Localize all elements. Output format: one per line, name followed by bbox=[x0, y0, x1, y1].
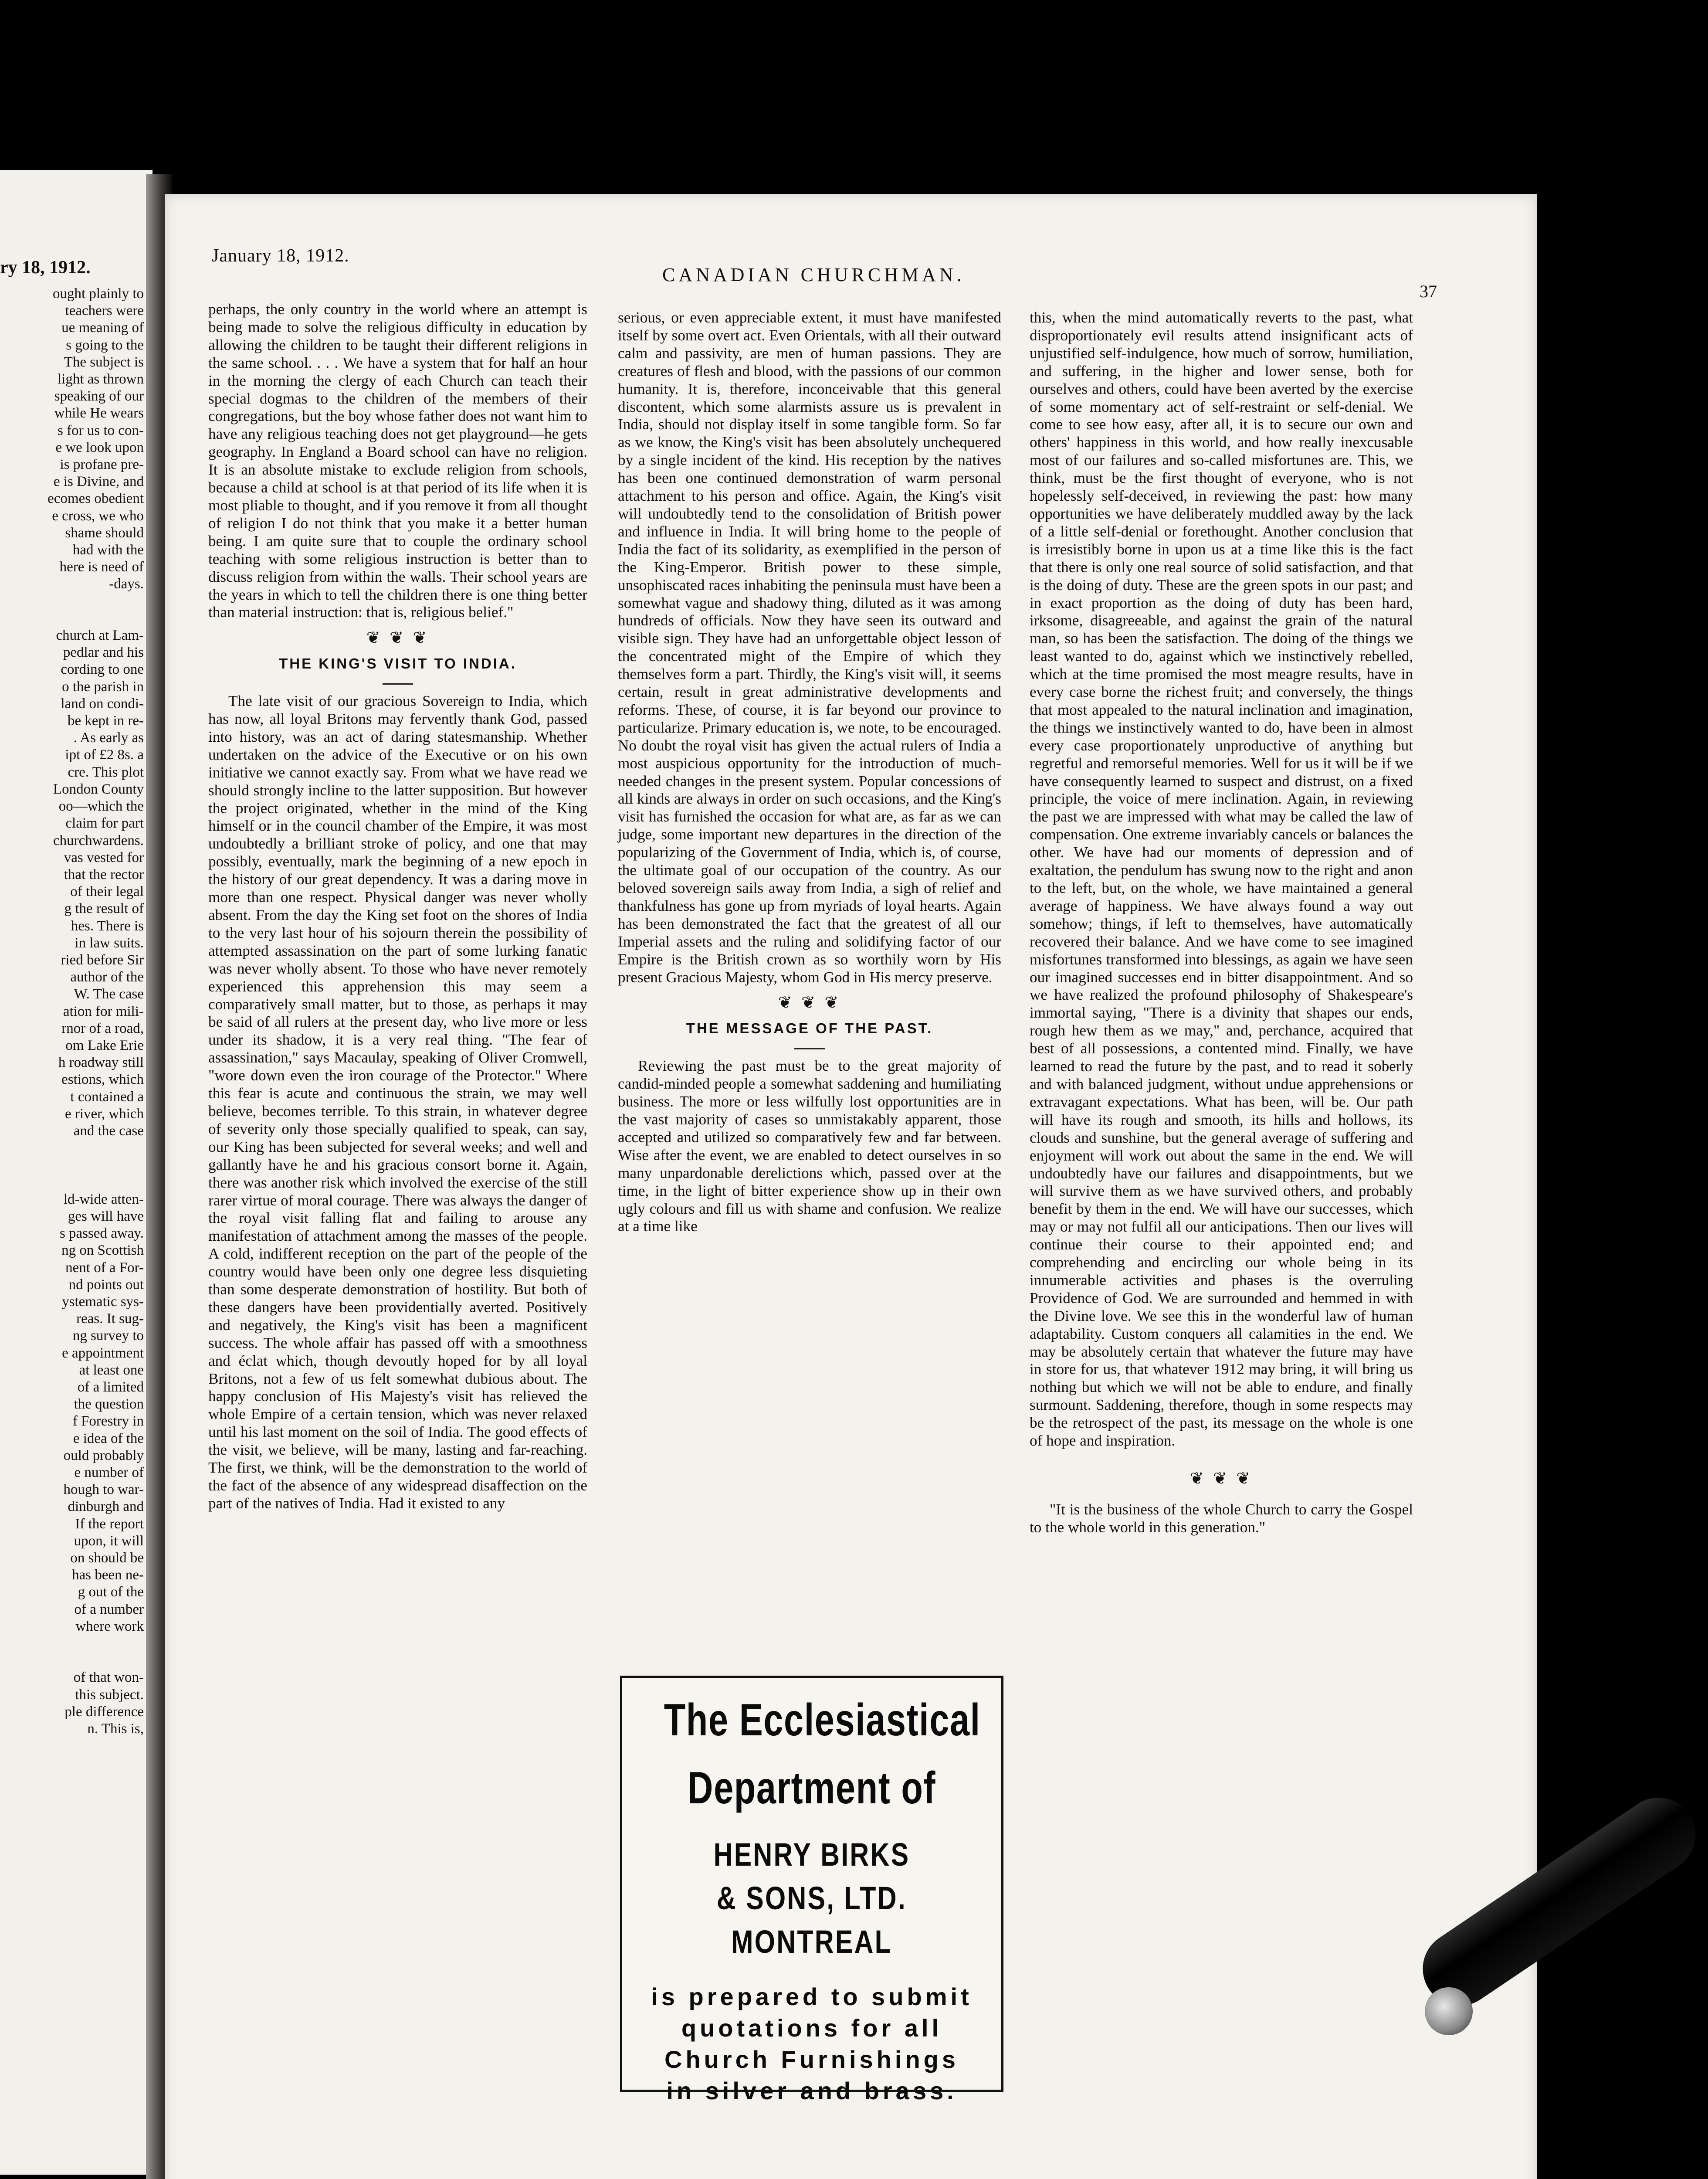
previous-page-line: . As early as bbox=[73, 730, 144, 746]
previous-page-line: e idea of the bbox=[73, 1430, 144, 1446]
previous-page-line: be kept in re- bbox=[67, 713, 144, 729]
previous-page-line: reas. It sug- bbox=[76, 1311, 144, 1327]
previous-page-line bbox=[0, 1174, 144, 1191]
previous-page-line: ystematic sys- bbox=[62, 1293, 144, 1310]
publication-title: CANADIAN CHURCHMAN. bbox=[662, 264, 965, 285]
section-ornament: ❦ ❦ ❦ bbox=[778, 994, 841, 1012]
previous-page-line: ecomes obedient bbox=[47, 491, 144, 507]
previous-page-line: of a limited bbox=[77, 1379, 144, 1395]
section-ornament: ❦ ❦ ❦ bbox=[1190, 1470, 1253, 1488]
previous-page-fragment bbox=[0, 170, 152, 2175]
column-1 bbox=[208, 301, 587, 1513]
previous-page-line: The subject is bbox=[64, 354, 144, 370]
page-number: 37 bbox=[1420, 282, 1437, 301]
previous-page-line: nd points out bbox=[68, 1276, 144, 1293]
previous-page-line: ld-wide atten- bbox=[63, 1191, 144, 1207]
previous-page-line: while He wears bbox=[54, 405, 144, 421]
previous-page-line: ng survey to bbox=[72, 1328, 144, 1344]
previous-page-line: e is Divine, and bbox=[53, 474, 144, 490]
closing-quote: "It is the business of the whole Church to carry the Gospel to the whole world in this generation." bbox=[1030, 1500, 1413, 1536]
previous-page-line: at least one bbox=[79, 1362, 144, 1378]
previous-page-line: ought plainly to bbox=[53, 286, 144, 302]
previous-page-line bbox=[0, 1140, 144, 1157]
article-title-kings-visit: THE KING'S VISIT TO INDIA. bbox=[279, 655, 517, 672]
previous-page-line: land on condi- bbox=[61, 696, 144, 712]
previous-page-line: oo—which the bbox=[58, 798, 144, 815]
previous-page-line: ation for mili- bbox=[63, 1003, 144, 1019]
newspaper-page bbox=[165, 194, 1537, 2179]
previous-page-line: cording to one bbox=[61, 662, 144, 678]
previous-page-line: e cross, we who bbox=[52, 508, 144, 524]
ad-title-line-1: The Ecclesiastical bbox=[664, 1695, 981, 1745]
previous-page-line: W. The case bbox=[74, 986, 144, 1002]
previous-page-line: ges will have bbox=[68, 1208, 144, 1224]
previous-page-line: rnor of a road, bbox=[61, 1020, 144, 1036]
previous-page-line: this subject. bbox=[75, 1687, 144, 1703]
article-body-kings-visit: The late visit of our gracious Sovereign to India, which has now, all loyal Britons may fervently thank God, passed into history, was an act of daring statesmanship. Whether undertaken on the advice of the Executive or on his own initiative we cannot exactly say. From what we have read we should strongly incline to the latter supposition. But however the project originated, whether in the mind of the King himself or in the council chamber of the Empire, it was most undoubtedly a brilliant stroke of policy, and one that may possibly, eventually, mark the beginning of a new epoch in the history of our great dependency. It was a daring move in more than one respect. Physical danger was never wholly absent. From the day the King set foot on the shores of India to the very last hour of his sojourn therein the possibility of attempted assassination on the part of some lurking fanatic was never wholly absent. To those who have never remotely experienced this apprehension this may seem a comparatively small matter, but to those, as perhaps it may be said of all rulers at the present day, who live more or less under its shadow, it is a very real thing. "The fear of assassination," says Macaulay, speaking of Oliver Cromwell, "wore down even the iron courage of the Protector." Where this fear is acute and continuous the strain, we may well believe, becomes terrible. To this strain, in whatever degree of severity only those specially qualified to speak, can say, our King has been subjected for several weeks; and well and gallantly have he and his gracious consort borne it. Again, there was another risk which involved the exercise of the still rarer virtue of moral courage. There was always the danger of the royal visit falling flat and failing to arouse any manifestation of attachment among the masses of the people. A cold, indifferent reception on the part of the people of the country would have been only one degree less disquieting than some desperate demonstration of hostility. But both of these dangers have been providentially averted. Positively and negatively, the King's visit has been a magnificent success. The whole affair has passed off with a smoothness and éclat which, though devoutly hoped for by all loyal Britons, not a few of us felt somewhat dubious about. The happy conclusion of His Majesty's visit has relieved the whole Empire of a certain tension, which was never relaxed until his last moment on the soil of India. The good effects of the visit, we believe, will be many, lasting and far-reaching. The first, we think, will be the demonstration to the world of the fact of the absence of any widespread disaffection on the part of the natives of India. Had it existed to any bbox=[208, 692, 587, 1512]
issue-date: January 18, 1912. bbox=[212, 246, 349, 266]
ad-body-line-4: in silver and brass. bbox=[666, 2077, 957, 2104]
previous-page-line: o the parish in bbox=[62, 679, 144, 695]
previous-page-line: f Forestry in bbox=[72, 1413, 144, 1429]
previous-page-line: had with the bbox=[72, 542, 144, 558]
previous-page-line: where work bbox=[75, 1618, 144, 1634]
previous-page-line: of a number bbox=[74, 1601, 144, 1617]
previous-page-line: author of the bbox=[70, 969, 144, 985]
previous-page-line: shame should bbox=[65, 525, 144, 541]
previous-page-line bbox=[0, 1635, 144, 1652]
previous-page-line: If the report bbox=[75, 1516, 144, 1532]
previous-page-line: e appointment bbox=[62, 1345, 144, 1361]
previous-page-line: of their legal bbox=[70, 884, 144, 900]
previous-page-line: t contained a bbox=[70, 1089, 144, 1105]
previous-page-line: is profane pre- bbox=[60, 457, 144, 473]
previous-page-line: and the case bbox=[73, 1123, 144, 1139]
ad-company-line-3: MONTREAL bbox=[731, 1924, 893, 1960]
previous-page-line: n. This is, bbox=[87, 1721, 144, 1737]
previous-page-line: hough to war- bbox=[63, 1482, 144, 1498]
previous-page-line: that the rector bbox=[64, 866, 144, 882]
previous-page-line: s passed away. bbox=[59, 1225, 144, 1242]
column-3 bbox=[1030, 309, 1413, 1537]
article-body-kings-visit-cont: serious, or even appreciable extent, it must have manifested itself by some overt act. Even Orientals, with all their outward calm and passivity, are men of human passions. They are creatures of flesh and blood, with the passions of our common humanity. It is, therefore, inconceivable that this general discontent, which some alarmists assure us is prevalent in India, should not display itself in some tangible form. So far as we know, the King's visit has been absolutely unchequered by a single incident of the kind. His reception by the natives has been one continued demonstration of warm personal attachment to his person and office. Again, the King's visit will undoubtedly tend to the consolidation of British power and influence in India. It will bring home to the people of India the fact of its solidarity, as exemplified in the person of the King-Emperor. British power to these simple, unsophiscated races inhabiting the peninsula must have been a somewhat vague and shadowy thing, diluted as it was among hundreds of officials. Now they have seen its outward and visible sign. They have had an unforgettable object lesson of the concentrated might of the Empire of which they themselves form a part. Thirdly, the King's visit will, it seems certain, result in great administrative developments and reforms. These, of course, it is far beyond our province to particularize. Primary education is, we note, to be encouraged. No doubt the royal visit has given the actual rulers of India a most auspicious opportunity for the introduction of much-needed changes in the present system. Popular concessions of all kinds are always in order on such occasions, and the King's visit has furnished the occasion for what are, as far as we can judge, some important new departures in the direction of the popularizing of the Government of India, which is, of course, the ultimate goal of our occupation of the country. As our beloved sovereign sails away from India, a sigh of relief and thankfulness has gone up from myriads of loyal hearts. Again has been demonstrated the fact that the greatest of all our Imperial assets and the ruling and solidifying factor of our Empire is the British crown as so worthily worn by His present Gracious Majesty, whom God in His mercy preserve. bbox=[618, 309, 1001, 986]
previous-page-line: g out of the bbox=[78, 1584, 144, 1600]
previous-page-line: has been ne- bbox=[72, 1567, 144, 1583]
previous-page-line: g the result of bbox=[64, 901, 144, 917]
ad-body-line-2: quotations for all bbox=[681, 2014, 942, 2042]
article-body-message-of-past-cont: this, when the mind automatically reverts to the past, what disproportionately evil results attend insignificant acts of unjustified self-indulgence, how much of sorrow, humiliation, and suffering, in the higher and lower sense, both for ourselves and others, could have been averted by the exercise of some momentary act of self-restraint or self-denial. We come to see how easy, after all, it is to secure our own and others' happiness in this world, and how really inexcusable most of our failures and so-called misfortunes are. This, we think, must be the first thought of everyone, who is not hopelessly self-deceived, in reviewing the past: how many opportunities we have deliberately muddled away by the lack of a little self-denial or forethought. Another conclusion that is irresistibly borne in upon us at a time like this is the fact that there is only one real source of solid satisfaction, and that is the doing of duty. These are the green spots in our past; and in exact proportion as the doing of duty has been hard, irksome, disagreeable, and against the grain of the natural man, so has been the satisfaction. The doing of the things we least wanted to do, against which we instinctively rebelled, which at the time promised the most meagre results, have in every case borne the richest fruit; and conversely, the things that most appealed to the natural inclination and imagination, the things we instinctively wanted to do, have been in almost every case proportionately unproductive of anything but regretful and remorseful memories. Well for us it will be if we have consequently learned to suspect and distrust, on a fixed principle, the voice of mere inclination. Again, in reviewing the past we are impressed with what may be called the law of compensation. One extreme invariably cancels or balances the other. We have had our moments of depression and of exaltation, the pendulum has swung now to the right and anon to the left, but, on the whole, we have maintained a general average of happiness. We have always found a way out somehow; things, if left to themselves, have automatically recovered their balance. And we have come to see imagined misfortunes transformed into blessings, as again we have seen our imagined successes end in bitter disappointment. And so we have realized the profound philosophy of Shakespeare's immortal saying, "There is a divinity that shapes our ends, rough hew them as we may," and, perchance, acquired that best of all possessions, a contented mind. Finally, we have learned to read the future by the past, and to read it soberly and with balanced judgment, without undue apprehensions or extravagant expectations. What has been, will be. Our path will have its rough and smooth, its hills and hollows, its clouds and sunshine, but the general average of suffering and enjoyment will work out about the same in the end. We will undoubtedly have our failures and disappointments, but we will survive them as we have survived others, and probably benefit by them in the end. We will have our successes, which may or may not fulfil all our anticipations. Then our lives will continue their course to their appointed end; and comprehending and encircling our whole being in its innumerable activities and phases is the overruling Providence of God. We are surrounded and hemmed in with the Divine love. We see this in the wonderful law of human adaptability. Custom conquers all calamities in the end. We may be absolutely certain that whatever the future may have in store for us, that whatever 1912 may bring, it will bring us nothing but which we will not be able to endure, and finally surmount. Saddening, therefore, though in some respects may be the retrospect of the past, its message on the whole is one of hope and inspiration. bbox=[1030, 309, 1413, 1449]
previous-page-line: s going to the bbox=[66, 337, 144, 353]
previous-page-line: cre. This plot bbox=[68, 764, 144, 780]
previous-page-line: of that won- bbox=[73, 1670, 144, 1686]
previous-page-line: -days. bbox=[109, 576, 144, 592]
previous-page-line: nent of a For- bbox=[65, 1259, 144, 1276]
previous-page-line: pedlar and his bbox=[63, 645, 144, 661]
previous-page-line: e number of bbox=[74, 1465, 144, 1481]
previous-page-header: ry 18, 1912. bbox=[0, 258, 91, 278]
title-rule bbox=[794, 1048, 825, 1049]
previous-page-line: ried before Sir bbox=[61, 952, 144, 968]
ad-company-line-1: HENRY BIRKS bbox=[713, 1836, 910, 1873]
pen-tip bbox=[1425, 1987, 1473, 2035]
previous-page-line: ould probably bbox=[63, 1447, 144, 1463]
previous-page-line: dinburgh and bbox=[68, 1499, 144, 1515]
previous-page-line: upon, it will bbox=[74, 1533, 144, 1549]
previous-page-text bbox=[0, 285, 144, 1738]
previous-page-line: here is need of bbox=[59, 559, 144, 575]
advertisement-henry-birks bbox=[620, 1676, 1003, 2104]
previous-page-line: on should be bbox=[70, 1550, 144, 1566]
previous-page-line bbox=[0, 1652, 144, 1669]
section-ornament: ❦ ❦ ❦ bbox=[366, 629, 430, 648]
ad-title-line-2: Department of bbox=[687, 1763, 936, 1813]
previous-page-line: e we look upon bbox=[55, 439, 144, 455]
previous-page-line: London County bbox=[53, 781, 144, 797]
previous-page-line: church at Lam- bbox=[56, 628, 144, 644]
ad-body-line-1: is prepared to submit bbox=[651, 1983, 973, 2010]
continued-article-text: perhaps, the only country in the world where an attempt is being made to solve the religious difficulty in education by allowing the children to be taught their different religions in the same school. . . . We have a system that for half an hour in the morning the clergy of each Church can teach their special dogmas to the children of the members of their congregations, but the boy whose father does not want him to have any religious teaching does not get playground—he gets geography. In England a Board school can have no religion. It is an absolute mistake to exclude religion from schools, because a child at school is at that period of its life when it is most pliable to thought, and if you remove it from all thought of religion I do not think that you make it a better human being. I am quite sure that to couple the ordinary school teaching with some religious instruction is better than to discuss religion from within the walls. Their school years are the years in which to tell the children there is one thing better than material instruction: that is, religious belief." bbox=[208, 301, 587, 621]
ad-body-line-3: Church Furnishings bbox=[664, 2046, 959, 2073]
previous-page-line: ple difference bbox=[64, 1704, 144, 1720]
previous-page-line: h roadway still bbox=[58, 1055, 144, 1071]
ad-company-line-2: & SONS, LTD. bbox=[716, 1880, 907, 1916]
previous-page-line: vas vested for bbox=[64, 849, 144, 865]
previous-page-line: ng on Scottish bbox=[61, 1242, 144, 1259]
previous-page-line: teachers were bbox=[65, 303, 144, 319]
previous-page-line bbox=[0, 593, 144, 610]
page-header bbox=[165, 194, 1537, 301]
previous-page-line: hes. There is bbox=[71, 918, 144, 934]
column-2 bbox=[618, 309, 1001, 1235]
previous-page-line: e river, which bbox=[64, 1106, 144, 1122]
previous-page-line bbox=[0, 610, 144, 627]
previous-page-line: s for us to con- bbox=[58, 422, 144, 438]
article-body-message-of-past: Reviewing the past must be to the great majority of candid-minded people a somewhat saddening and humiliating business. The more or less wilfully lost opportunities are in the vast majority of cases so unmistakably apparent, those accepted and utilized so comparatively few and far between. Wise after the event, we are enabled to detect ourselves in so many unpardonable derelictions which, passed over at the time, in the light of bitter experience show up in their own ugly colours and fill us with shame and confusion. We realize at a time like bbox=[618, 1057, 1001, 1235]
previous-page-line: ue meaning of bbox=[61, 320, 144, 336]
article-title-message-of-past: THE MESSAGE OF THE PAST. bbox=[686, 1020, 933, 1037]
previous-page-line: claim for part bbox=[65, 815, 144, 832]
previous-page-line: ipt of £2 8s. a bbox=[65, 747, 144, 763]
previous-page-line: light as thrown bbox=[58, 371, 144, 387]
previous-page-line: in law suits. bbox=[75, 935, 144, 951]
previous-page-line: speaking of our bbox=[54, 388, 144, 404]
title-rule bbox=[383, 683, 413, 685]
previous-page-line: the question bbox=[74, 1396, 144, 1412]
previous-page-line bbox=[0, 1157, 144, 1174]
previous-page-line: estions, which bbox=[61, 1072, 144, 1088]
previous-page-line: churchwardens. bbox=[53, 832, 144, 849]
previous-page-line: om Lake Erie bbox=[65, 1037, 144, 1053]
